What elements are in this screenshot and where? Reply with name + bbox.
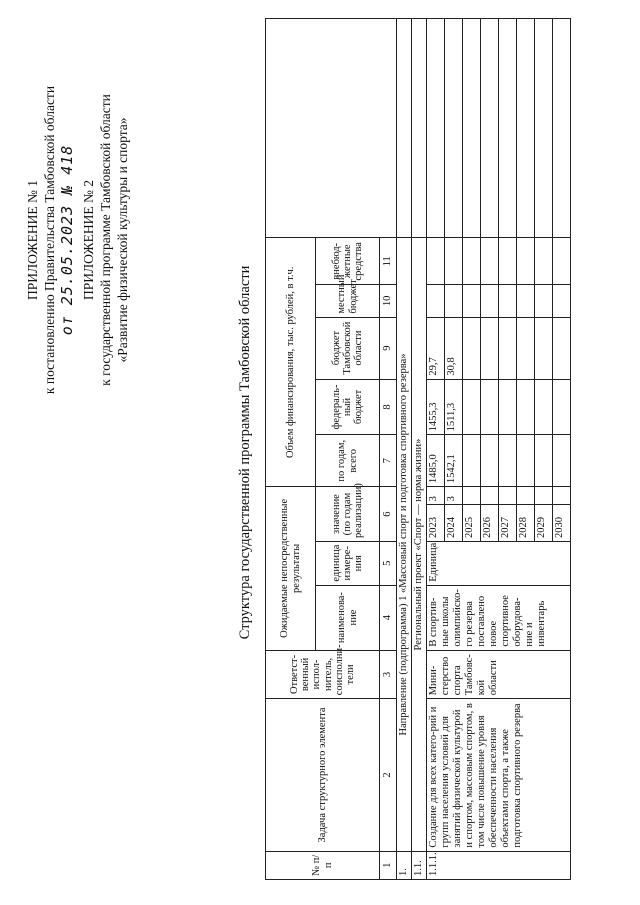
year-cell: 2030 bbox=[553, 505, 571, 542]
extra-cell bbox=[499, 238, 517, 285]
blank-cell bbox=[481, 19, 499, 238]
extra-cell bbox=[445, 238, 463, 285]
value-cell: 3 bbox=[445, 487, 463, 505]
header-responsible: Ответст-венный испол-нитель, соисполни-тели bbox=[266, 650, 380, 699]
header-funding: Объем финансирования, тыс. рублей, в т.ч. bbox=[266, 238, 316, 487]
federal-cell: 1511,3 bbox=[445, 379, 463, 435]
year-cell: 2028 bbox=[517, 505, 535, 542]
task-description: Создание для всех катего-рий и групп населения условий для занятий физической культурой и спортом, массовым спортом, в том числе повышение уровня обеспеченности населения объектами спорта, а также подготовка спортивного резерва bbox=[427, 699, 571, 851]
structure-table bbox=[265, 18, 571, 880]
blank-area bbox=[266, 19, 397, 238]
extra-cell bbox=[427, 238, 445, 285]
rotated-sheet bbox=[17, 15, 622, 890]
year-cell: 2026 bbox=[481, 505, 499, 542]
local-cell bbox=[427, 285, 445, 317]
col-number: 3 bbox=[380, 650, 397, 699]
col-number: 7 bbox=[380, 435, 397, 487]
row-number: 1.1. bbox=[412, 851, 427, 879]
header-name: наименова-ние bbox=[316, 585, 380, 650]
extra-cell bbox=[517, 238, 535, 285]
row-number: 1.1.1. bbox=[427, 851, 571, 879]
appendix1-heading: ПРИЛОЖЕНИЕ № 1 bbox=[25, 179, 40, 301]
regional-cell bbox=[535, 317, 553, 379]
year-cell: 2027 bbox=[499, 505, 517, 542]
blank-cell bbox=[517, 19, 535, 238]
col-number: 6 bbox=[380, 487, 397, 542]
document-title: Структура государственной программы Тамбовской области bbox=[237, 265, 253, 640]
federal-cell bbox=[481, 379, 499, 435]
program-reference: к государственной программе Тамбовской области bbox=[98, 94, 113, 386]
regional-cell: 29,7 bbox=[427, 317, 445, 379]
extra-cell bbox=[553, 238, 571, 285]
total-cell bbox=[535, 435, 553, 487]
regional-cell bbox=[517, 317, 535, 379]
col-number: 8 bbox=[380, 379, 397, 435]
result-name: В спортив-ные школы олимпийско-го резерва поставлено новое спортивное оборудова-ние и инвентарь bbox=[427, 585, 571, 650]
blank-cell bbox=[553, 19, 571, 238]
federal-cell bbox=[463, 379, 481, 435]
federal-cell bbox=[535, 379, 553, 435]
value-cell bbox=[481, 487, 499, 505]
header-value: значение (по годам реализации) bbox=[316, 487, 380, 542]
total-cell bbox=[481, 435, 499, 487]
local-cell bbox=[481, 285, 499, 317]
regional-cell bbox=[553, 317, 571, 379]
regional-cell bbox=[463, 317, 481, 379]
total-cell bbox=[499, 435, 517, 487]
program-name: «Развитие физической культуры и спорта» bbox=[115, 117, 130, 363]
header-local: местный бюджет bbox=[316, 285, 380, 317]
header-unit: единица измере-ния bbox=[316, 541, 380, 585]
value-cell bbox=[535, 487, 553, 505]
blank-cell bbox=[427, 19, 445, 238]
subprogram-title: Направление (подпрограмма) 1 «Массовый спорт и подготовка спортивного резерва» bbox=[397, 238, 412, 851]
blank-cell bbox=[535, 19, 553, 238]
local-cell bbox=[463, 285, 481, 317]
federal-cell bbox=[499, 379, 517, 435]
resolution-reference: к постановлению Правительства Тамбовской области bbox=[42, 85, 57, 395]
col-number: 2 bbox=[380, 699, 397, 851]
total-cell bbox=[463, 435, 481, 487]
row-number: 1. bbox=[397, 851, 412, 879]
extra-cell bbox=[535, 238, 553, 285]
col-number: 1 bbox=[380, 851, 397, 879]
header-regional: бюджет Тамбовской области bbox=[316, 317, 380, 379]
total-cell: 1485,0 bbox=[427, 435, 445, 487]
col-number: 11 bbox=[380, 238, 397, 285]
year-cell: 2023 bbox=[427, 505, 445, 542]
total-cell bbox=[553, 435, 571, 487]
blank-cell bbox=[445, 19, 463, 238]
blank-cell bbox=[412, 19, 427, 238]
federal-cell: 1455,3 bbox=[427, 379, 445, 435]
total-cell bbox=[517, 435, 535, 487]
value-cell bbox=[517, 487, 535, 505]
blank-cell bbox=[463, 19, 481, 238]
handwritten-date-number: от 25.05.2023 № 418 bbox=[58, 144, 76, 336]
header-federal: федераль-ный бюджет bbox=[316, 379, 380, 435]
regional-cell bbox=[481, 317, 499, 379]
federal-cell bbox=[553, 379, 571, 435]
local-cell bbox=[517, 285, 535, 317]
appendix2-heading: ПРИЛОЖЕНИЕ № 2 bbox=[81, 179, 96, 301]
regional-cell: 30,8 bbox=[445, 317, 463, 379]
extra-cell bbox=[481, 238, 499, 285]
value-cell bbox=[553, 487, 571, 505]
col-number: 4 bbox=[380, 585, 397, 650]
value-cell: 3 bbox=[427, 487, 445, 505]
local-cell bbox=[553, 285, 571, 317]
col-number: 9 bbox=[380, 317, 397, 379]
header-num: № п/п bbox=[266, 851, 380, 879]
responsible-executor: Мини-стерство спорта Тамбовс-кой области bbox=[427, 650, 571, 699]
value-cell bbox=[463, 487, 481, 505]
blank-cell bbox=[499, 19, 517, 238]
regional-project-title: Региональный проект «Спорт — норма жизни» bbox=[412, 238, 427, 851]
header-task: Задача структурного элемента bbox=[266, 699, 380, 851]
local-cell bbox=[499, 285, 517, 317]
regional-cell bbox=[499, 317, 517, 379]
year-cell: 2029 bbox=[535, 505, 553, 542]
year-cell: 2024 bbox=[445, 505, 463, 542]
local-cell bbox=[535, 285, 553, 317]
col-number: 5 bbox=[380, 541, 397, 585]
total-cell: 1542,1 bbox=[445, 435, 463, 487]
blank-cell bbox=[397, 19, 412, 238]
federal-cell bbox=[517, 379, 535, 435]
year-cell: 2025 bbox=[463, 505, 481, 542]
header-extra: внебюд-жетные средства bbox=[316, 238, 380, 285]
extra-cell bbox=[463, 238, 481, 285]
value-cell bbox=[499, 487, 517, 505]
col-number: 10 bbox=[380, 285, 397, 317]
result-unit: Единица bbox=[427, 541, 571, 585]
header-expected-results: Ожидаемые непосредственные результаты bbox=[266, 487, 316, 650]
header-total: по годам, всего bbox=[316, 435, 380, 487]
local-cell bbox=[445, 285, 463, 317]
